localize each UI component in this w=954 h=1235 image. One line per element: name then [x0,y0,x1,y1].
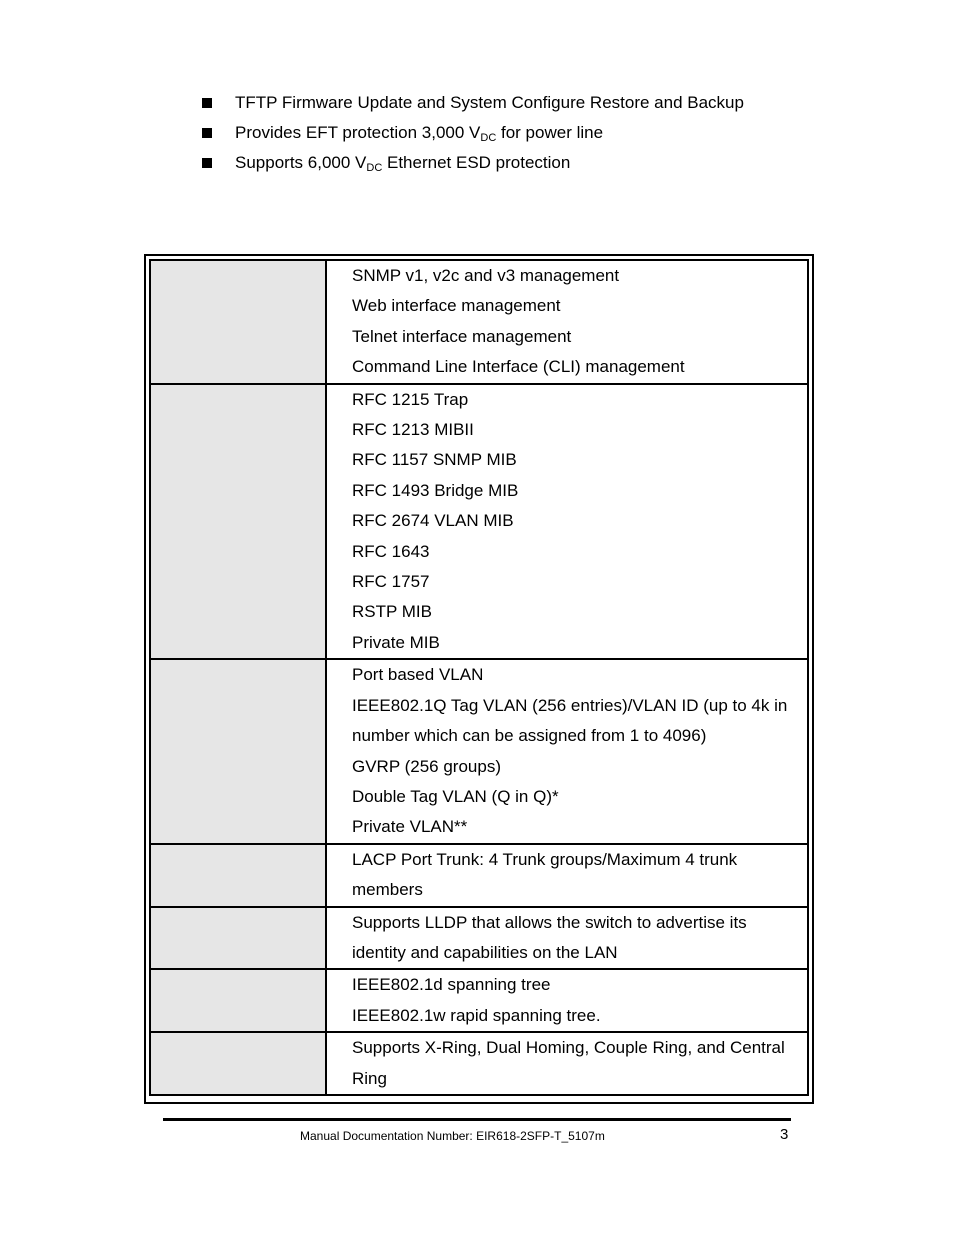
spec-line: members [352,880,423,900]
spec-line: RSTP MIB [352,602,432,622]
spec-label-cell [150,907,326,970]
spec-line: IEEE802.1Q Tag VLAN (256 entries)/VLAN ID (up to 4k in [352,695,788,715]
square-bullet-icon [202,128,212,138]
spec-line: identity and capabilities on the LAN [352,942,618,962]
spec-row [150,844,808,907]
feature-bullet-list [200,91,744,181]
bullet-text: Supports 6,000 V [235,153,367,172]
square-bullet-icon [202,98,212,108]
spec-values-cell [326,260,808,384]
spec-values-cell [326,384,808,660]
spec-label-cell [150,260,326,384]
bullet-text-end: for power line [496,123,604,142]
spec-label-cell [150,969,326,1032]
spec-label-cell [150,844,326,907]
square-bullet-icon [202,158,212,168]
spec-values-cell [326,844,808,907]
spec-values-cell [326,907,808,970]
spec-row [150,659,808,843]
spec-line: Web interface management [352,296,561,316]
spec-line: RFC 1213 MIBII [352,420,474,440]
spec-line: RFC 2674 VLAN MIB [352,511,514,531]
spec-line: Private VLAN** [352,817,468,837]
spec-label-cell [150,384,326,660]
footer-rule [163,1118,791,1121]
spec-line: number which can be assigned from 1 to 4096) [352,726,707,746]
bullet-item [200,91,744,121]
spec-row [150,260,808,384]
spec-values-cell [326,1032,808,1095]
spec-line: RFC 1493 Bridge MIB [352,480,519,500]
page-number: 3 [780,1126,789,1143]
spec-line: RFC 1757 [352,572,430,592]
bullet-text: Provides EFT protection 3,000 V [235,123,481,142]
bullet-item [200,151,744,181]
spec-line: Double Tag VLAN (Q in Q)* [352,786,559,806]
spec-line: Supports X-Ring, Dual Homing, Couple Ring, and Central [352,1038,785,1058]
spec-line: RFC 1157 SNMP MIB [352,450,517,470]
subscript: DC [480,132,497,144]
spec-line: IEEE802.1w rapid spanning tree. [352,1005,601,1025]
spec-label-cell [150,659,326,843]
spec-line: RFC 1215 Trap [352,389,469,409]
spec-line: Supports LLDP that allows the switch to advertise its [352,912,747,932]
spec-table-frame [144,254,814,1104]
spec-values-cell [326,659,808,843]
spec-line: Command Line Interface (CLI) management [352,357,685,377]
spec-label-cell [150,1032,326,1095]
spec-line: Ring [352,1068,387,1088]
spec-line: GVRP (256 groups) [352,756,501,776]
spec-table [149,259,809,1096]
bullet-text-end: Ethernet ESD protection [382,153,571,172]
subscript: DC [366,162,383,174]
footer-doc-number: Manual Documentation Number: EIR618-2SFP-T_5107m [300,1129,605,1143]
spec-values-cell [326,969,808,1032]
spec-row [150,907,808,970]
bullet-item [200,121,744,151]
spec-line: IEEE802.1d spanning tree [352,975,551,995]
spec-row [150,1032,808,1095]
spec-line: RFC 1643 [352,541,430,561]
spec-line: SNMP v1, v2c and v3 management [352,266,620,285]
bullet-text: TFTP Firmware Update and System Configure Restore and Backup [235,93,744,112]
spec-line: Port based VLAN [352,665,484,685]
spec-line: LACP Port Trunk: 4 Trunk groups/Maximum 4 trunk [352,849,738,869]
spec-row [150,384,808,660]
spec-line: Private MIB [352,632,440,652]
spec-line: Telnet interface management [352,326,572,346]
spec-row [150,969,808,1032]
